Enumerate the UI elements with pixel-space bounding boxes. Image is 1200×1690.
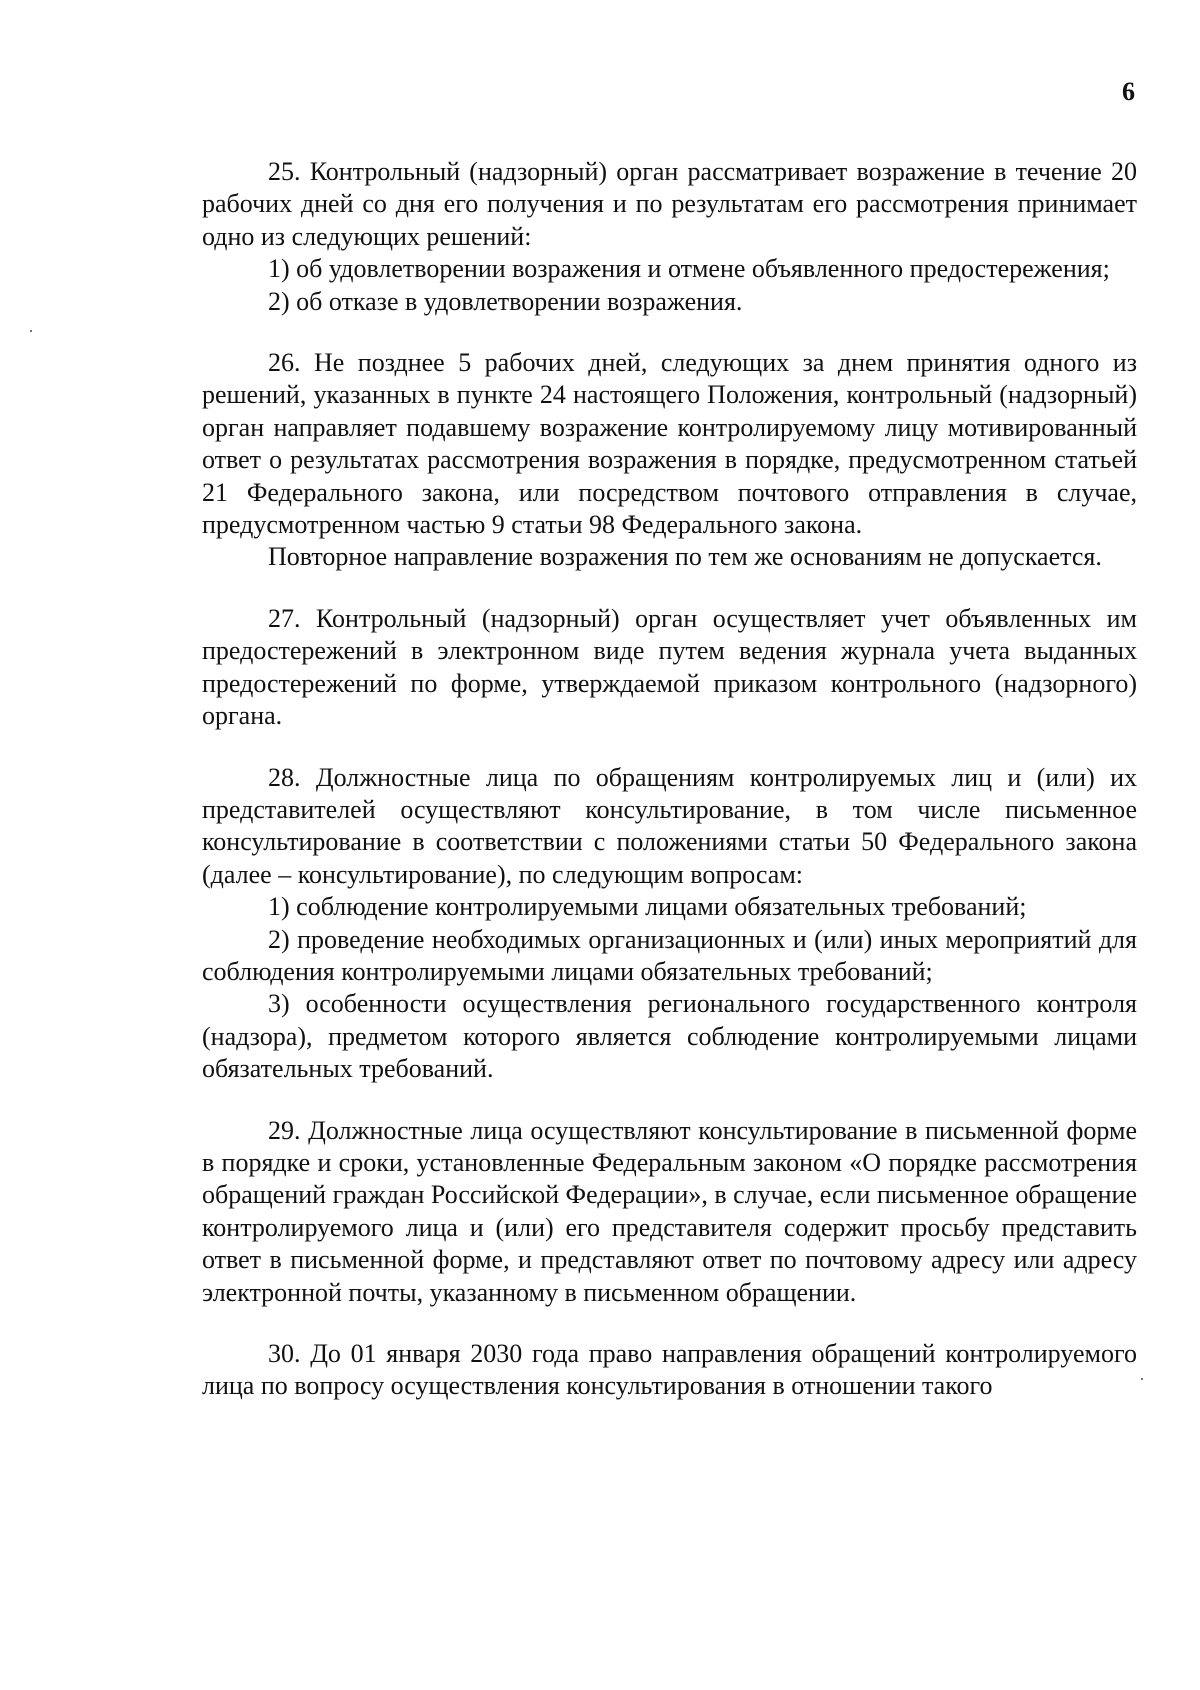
paragraph-spacer <box>202 733 1137 762</box>
paragraph-29: 29. Должностные лица осуществляют консультирование в письменной форме в порядке и сроки, установленные Федеральным законом «О порядке рассмотрения обращений граждан Российской Федерации», в случае, если письменное обращение контролируемого лица и (или) его представителя содержит просьбу представить ответ в письменной форме, и представляют ответ по почтовому адресу или адресу электронной почты, указанному в письменном обращении. <box>202 1115 1138 1307</box>
scan-artifact-dot <box>1141 1378 1143 1380</box>
list-item-28-1: 1) соблюдение контролируемыми лицами обязательных требований; <box>268 892 1027 922</box>
paragraph-spacer <box>202 1086 1137 1115</box>
paragraph-27: 27. Контрольный (надзорный) орган осуществляет учет объявленных им предостережений в электронном виде путем ведения журнала учета выданных предостережений по форме, утверждаемой приказом контрольного (надзорного) органа. <box>202 603 1137 731</box>
paragraph-spacer <box>202 574 1137 603</box>
page-number: 6 <box>1122 77 1135 106</box>
paragraph-26: 26. Не позднее 5 рабочих дней, следующих за днем принятия одного из решений, указанных в пункте 24 настоящего Положения, контрольный (надзорный) орган направляет подавшему возражение контролируемому лицу мотивированный ответ о результатах рассмотрения возражения в порядке, предусмотренном статьей 21 Федерального закона, или посредством почтового отправления в случае, предусмотренном частью 9 статьи 98 Федерального закона. <box>202 348 1137 540</box>
list-item-25-2: 2) об отказе в удовлетворении возражения. <box>268 286 743 316</box>
paragraph-spacer <box>202 1309 1137 1338</box>
list-item-25-1: 1) об удовлетворении возражения и отмене объявленного предостережения; <box>268 254 1110 284</box>
list-item-28-2: 2) проведение необходимых организационных и (или) иных мероприятий для соблюдения контролируемыми лицами обязательных требований; <box>202 924 1137 986</box>
paragraph-30: 30. До 01 января 2030 года право направления обращений контролируемого лица по вопросу осуществления консультирования в отношении такого <box>202 1339 1137 1401</box>
list-item-28-3: 3) особенности осуществления регионального государственного контроля (надзора), предметом которого является соблюдение контролируемыми лицами обязательных требований. <box>202 989 1137 1084</box>
paragraph-25: 25. Контрольный (надзорный) орган рассматривает возражение в течение 20 рабочих дней со дня его получения и по результатам его рассмотрения принимает одно из следующих решений: <box>202 157 1137 251</box>
document-body <box>202 156 1137 1403</box>
paragraph-spacer <box>202 318 1137 347</box>
scan-artifact-dot <box>30 330 32 332</box>
paragraph-28: 28. Должностные лица по обращениям контролируемых лиц и (или) их представителей осуществляют консультирование, в том числе письменное консультирование в соответствии с положениями статьи 50 Федерального закона (далее – консультирование), по следующим вопросам: <box>202 762 1137 889</box>
paragraph-26-note: Повторное направление возражения по тем же основаниям не допускается. <box>268 542 1102 572</box>
